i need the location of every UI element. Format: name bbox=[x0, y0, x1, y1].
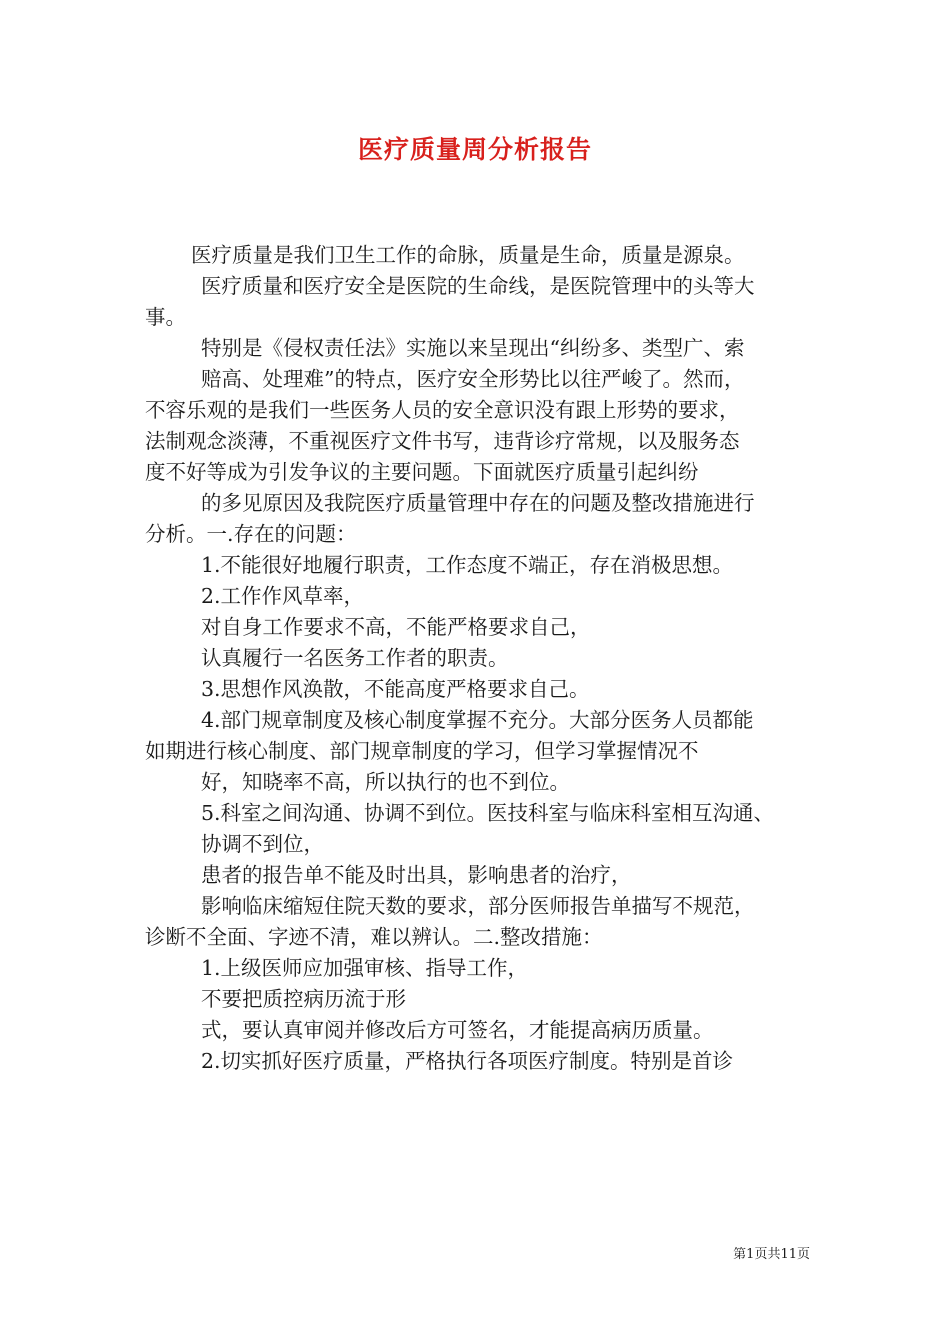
body-line: 法制观念淡薄，不重视医疗文件书写，违背诊疗常规，以及服务态 bbox=[145, 429, 740, 453]
body-line: 不要把质控病历流于形 bbox=[201, 987, 406, 1011]
body-line: 对自身工作要求不高，不能严格要求自己， bbox=[201, 615, 591, 639]
body-line: 2.切实抓好医疗质量，严格执行各项医疗制度。特别是首诊 bbox=[201, 1049, 734, 1073]
body-line: 影响临床缩短住院天数的要求，部分医师报告单描写不规范， bbox=[201, 894, 755, 918]
body-line: 好，知晓率不高，所以执行的也不到位。 bbox=[201, 770, 570, 794]
document-title: 医疗质量周分析报告 bbox=[357, 135, 592, 164]
document-body bbox=[145, 240, 815, 1077]
body-line: 不容乐观的是我们一些医务人员的安全意识没有跟上形势的要求， bbox=[145, 398, 740, 422]
body-line: 3.思想作风涣散，不能高度严格要求自己。 bbox=[201, 677, 590, 701]
page-number: 第1页共11页 bbox=[733, 1247, 810, 1262]
body-line: 式，要认真审阅并修改后方可签名，才能提高病历质量。 bbox=[201, 1018, 714, 1042]
body-line: 4.部门规章制度及核心制度掌握不充分。大部分医务人员都能 bbox=[201, 708, 754, 732]
body-line: 特别是《侵权责任法》实施以来呈现出“纠纷多、类型广、索 bbox=[201, 336, 745, 360]
body-line: 度不好等成为引发争议的主要问题。下面就医疗质量引起纠纷 bbox=[145, 460, 699, 484]
body-line: 诊断不全面、字迹不清，难以辨认。二.整改措施： bbox=[145, 925, 603, 949]
body-line: 认真履行一名医务工作者的职责。 bbox=[201, 646, 509, 670]
body-line: 2.工作作风草率， bbox=[201, 584, 365, 608]
body-line: 事。 bbox=[145, 305, 186, 329]
body-line: 5.科室之间沟通、协调不到位。医技科室与临床科室相互沟通、 bbox=[201, 801, 775, 825]
body-line: 的多见原因及我院医疗质量管理中存在的问题及整改措施进行 bbox=[201, 491, 755, 515]
body-line: 1.上级医师应加强审核、指导工作， bbox=[201, 956, 529, 980]
body-line: 医疗质量是我们卫生工作的命脉，质量是生命，质量是源泉。 bbox=[191, 243, 745, 267]
body-line: 赔高、处理难”的特点，医疗安全形势比以往严峻了。然而， bbox=[201, 367, 745, 391]
body-line: 协调不到位， bbox=[201, 832, 324, 856]
body-line: 分析。一.存在的问题： bbox=[145, 522, 357, 546]
body-line: 1.不能很好地履行职责，工作态度不端正，存在消极思想。 bbox=[201, 553, 734, 577]
body-line: 如期进行核心制度、部门规章制度的学习，但学习掌握情况不 bbox=[145, 739, 699, 763]
body-line: 患者的报告单不能及时出具，影响患者的治疗， bbox=[201, 863, 632, 887]
body-line: 医疗质量和医疗安全是医院的生命线，是医院管理中的头等大 bbox=[201, 274, 755, 298]
